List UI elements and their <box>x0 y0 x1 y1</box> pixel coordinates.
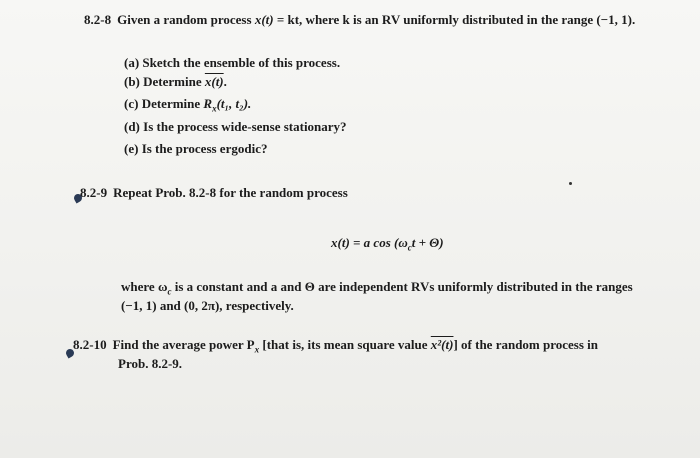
problem-8-2-9-where-line1 <box>121 279 633 295</box>
part-d <box>124 119 347 135</box>
equation-sub: c <box>407 242 412 253</box>
speck-icon <box>569 182 572 185</box>
part-text: Determine <box>141 96 204 111</box>
part-math-R: R <box>203 96 213 111</box>
part-label: (b) <box>124 74 140 89</box>
problem-8-2-10-line1 <box>73 337 598 353</box>
problem-8-2-8-statement <box>84 12 635 28</box>
part-a <box>124 55 340 71</box>
problem-number: 8.2-10 <box>73 337 107 352</box>
problem-8-2-10-line2: Prob. 8.2-9. <box>118 356 183 371</box>
part-label: (a) <box>124 55 140 70</box>
where-sub: c <box>167 286 172 297</box>
problem-8-2-9-equation <box>331 235 444 251</box>
problem-number: 8.2-9 <box>80 185 108 200</box>
line1-post: ] of the random process in <box>453 337 599 352</box>
problem-number: 8.2-8 <box>84 12 112 27</box>
part-label: (c) <box>124 96 139 111</box>
part-text-post: (t₁, t₂). <box>216 96 252 111</box>
part-b <box>124 74 227 90</box>
statement-text: Given a random process <box>117 12 255 27</box>
equation-text: x(t) = a cos (ω <box>331 235 408 250</box>
statement-text: Repeat Prob. 8.2-8 for the random process <box>113 185 348 200</box>
where-text-post: is a constant and a and Θ are independent RVs uniformly distributed in the ranges <box>171 279 633 294</box>
part-label: (e) <box>124 141 139 156</box>
part-text: Determine <box>143 74 205 89</box>
part-c <box>124 96 251 112</box>
line1-math: x²(t) <box>430 337 454 352</box>
part-text: Is the process ergodic? <box>141 141 268 156</box>
where-text: where ω <box>121 279 168 294</box>
line1-sub: x <box>254 344 260 355</box>
statement-math: x(t) <box>254 12 274 27</box>
part-text-post: . <box>223 74 227 89</box>
part-math-sub: x <box>212 103 217 114</box>
line1-text: Find the average power P <box>112 337 255 352</box>
part-text: Is the process wide-sense stationary? <box>143 119 347 134</box>
part-e <box>124 141 267 157</box>
part-label: (d) <box>124 119 140 134</box>
equation-post: t + Θ) <box>411 235 444 250</box>
problem-8-2-9-statement <box>80 185 348 201</box>
part-text: Sketch the ensemble of this process. <box>142 55 341 70</box>
line1-mid: [that is, its mean square value <box>259 337 431 352</box>
statement-text-eq: = kt, where k is an RV uniformly distributed in the range (−1, 1). <box>273 12 636 27</box>
part-math-mean: x(t) <box>204 74 224 89</box>
problem-8-2-9-where-line2: (−1, 1) and (0, 2π), respectively. <box>121 298 294 313</box>
